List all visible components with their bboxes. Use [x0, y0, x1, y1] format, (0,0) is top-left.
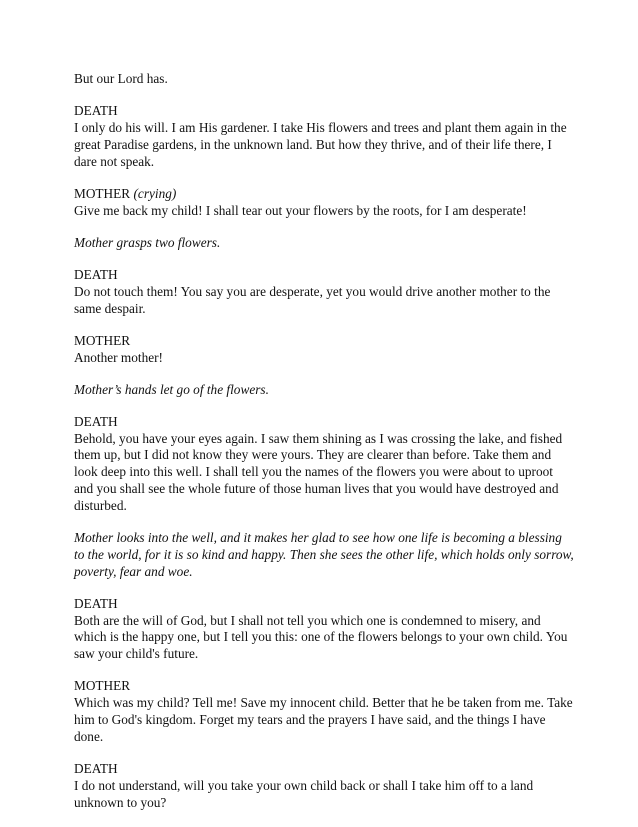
speech-block	[74, 761, 574, 811]
stage-direction-text: Mother grasps two flowers.	[74, 234, 221, 250]
speaker-name: MOTHER	[74, 678, 131, 694]
script-line	[74, 71, 574, 88]
dialogue-text: I do not understand, will you take your own child back or shall I take him off to a land unknown to you?	[74, 777, 534, 810]
speech-block	[74, 414, 574, 515]
speaker-note: (crying)	[133, 185, 177, 201]
dialogue-text: But our Lord has.	[74, 71, 168, 86]
dialogue-text: Do not touch them! You say you are desperate, yet you would drive another mother to the same despair.	[74, 283, 551, 316]
speech-block	[74, 186, 574, 220]
speech-block	[74, 596, 574, 663]
dialogue-text: Which was my child? Tell me! Save my innocent child. Better that he be taken from me. Take him to God's kingdom. Forget my tears and the prayers I have said, and the things I have done.	[74, 695, 573, 744]
script-page	[74, 71, 574, 827]
stage-direction-text: Mother looks into the well, and it makes her glad to see how one life is becoming a blessing to the world, for it is so kind and happy. Then she sees the other life, which holds only sorrow, poverty, fear and woe.	[74, 530, 574, 579]
speaker-name: DEATH	[74, 413, 118, 429]
dialogue-text: Another mother!	[74, 349, 163, 365]
stage-direction	[74, 235, 574, 252]
speech-block	[74, 333, 574, 367]
speaker-name: DEATH	[74, 266, 118, 282]
dialogue-text: Both are the will of God, but I shall not tell you which one is condemned to misery, and which is the happy one, but I tell you this: one of the flowers belongs to your own child. You saw your child's future.	[74, 612, 568, 662]
speaker-name: DEATH	[74, 761, 118, 776]
stage-direction-text: Mother’s hands let go of the flowers.	[74, 381, 269, 397]
speaker-name: MOTHER	[74, 185, 131, 201]
speaker-name: DEATH	[74, 595, 118, 611]
dialogue-text: I only do his will. I am His gardener. I take His flowers and trees and plant them again in the great Paradise gardens, in the unknown land. But how they thrive, and of their life there, I dare not speak.	[74, 119, 567, 169]
speaker-name: MOTHER	[74, 332, 131, 348]
speaker-line	[74, 186, 574, 203]
dialogue-text: Behold, you have your eyes again. I saw them shining as I was crossing the lake, and fished them up, but I did not know they were yours. They are clearer than before. Take them and look deep into this well. I shall tell you the names of the flowers you were about to uproot and you shall see the whole future of those human lives that you would have destroyed and disturbed.	[74, 430, 563, 513]
stage-direction	[74, 530, 574, 580]
speech-block	[74, 267, 574, 317]
speech-block	[74, 678, 574, 745]
speech-block	[74, 103, 574, 170]
speaker-name: DEATH	[74, 103, 118, 119]
dialogue-text: Give me back my child! I shall tear out your flowers by the roots, for I am desperate!	[74, 202, 527, 218]
stage-direction	[74, 382, 574, 399]
